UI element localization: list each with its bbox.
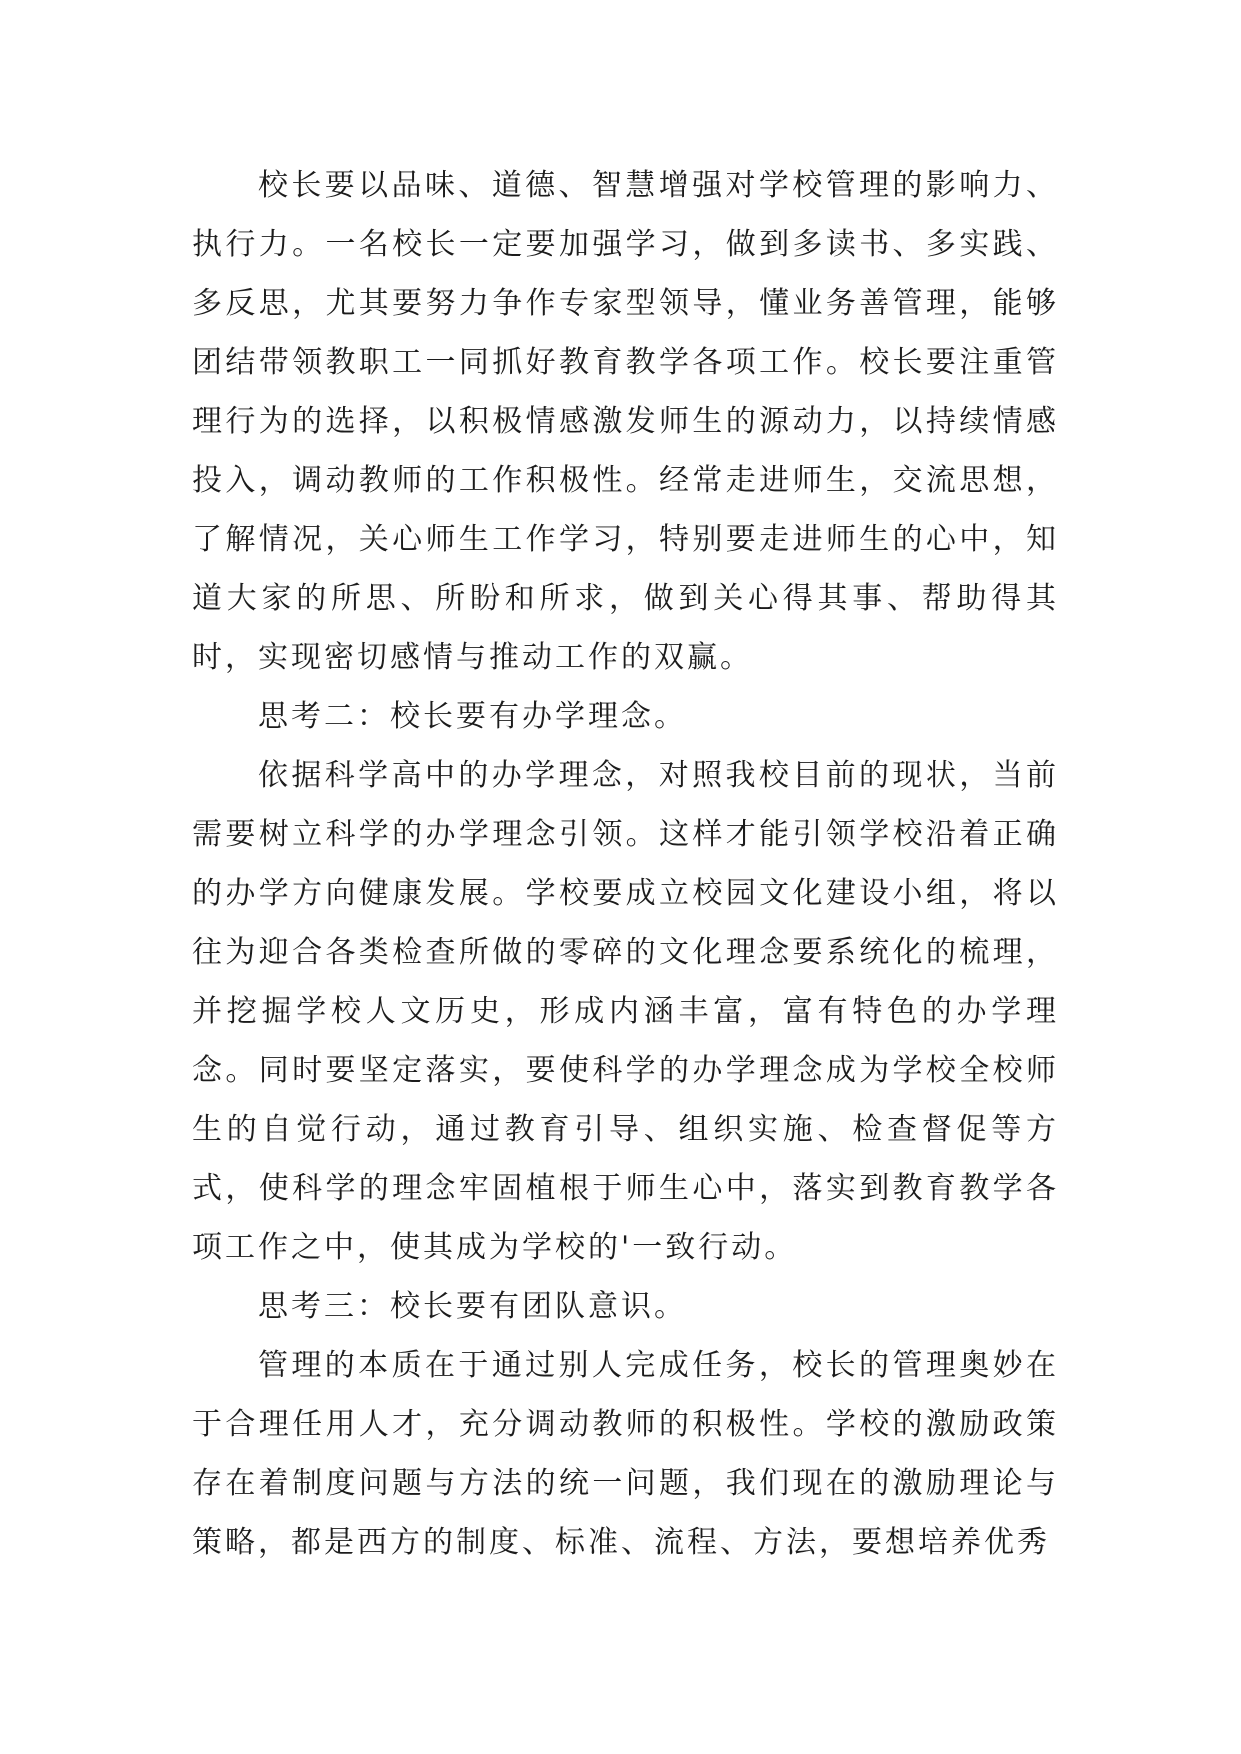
- heading-reflection-three: 思考三：校长要有团队意识。: [258, 1289, 687, 1324]
- paragraph-principal-influence: 校长要以品味、道德、智慧增强对学校管理的影响力、执行力。一名校长一定要加强学习，做到多读书、多实践、多反思，尤其要努力争作专家型领导，懂业务善管理，能够团结带领教职工一同抓好教育教学各项工作。校长要注重管理行为的选择，以积极情感激发师生的源动力，以持续情感投入，调动教师的工作积极性。经常走进师生，交流思想，了解情况，关心师生工作学习，特别要走进师生的心中，知道大家的所思、所盼和所求，做到关心得其事、帮助得其时，实现密切感情与推动工作的双赢。: [192, 168, 1059, 675]
- paragraph-school-philosophy: 依据科学高中的办学理念，对照我校目前的现状，当前需要树立科学的办学理念引领。这样才能引领学校沿着正确的办学方向健康发展。学校要成立校园文化建设小组，将以往为迎合各类检查所做的零碎的文化理念要系统化的梳理，并挖掘学校人文历史，形成内涵丰富，富有特色的办学理念。同时要坚定落实，要使科学的办学理念成为学校全校师生的自觉行动，通过教育引导、组织实施、检查督促等方式，使科学的理念牢固植根于师生心中，落实到教育教学各项工作之中，使其成为学校的'一致行动。: [192, 758, 1059, 1265]
- paragraph-team-awareness: 管理的本质在于通过别人完成任务，校长的管理奥妙在于合理任用人才，充分调动教师的积极性。学校的激励政策存在着制度问题与方法的统一问题，我们现在的激励理论与策略，都是西方的制度、标准、流程、方法，要想培养优秀: [192, 1348, 1059, 1560]
- document-body: [192, 156, 1059, 1572]
- heading-reflection-two: 思考二：校长要有办学理念。: [258, 699, 687, 734]
